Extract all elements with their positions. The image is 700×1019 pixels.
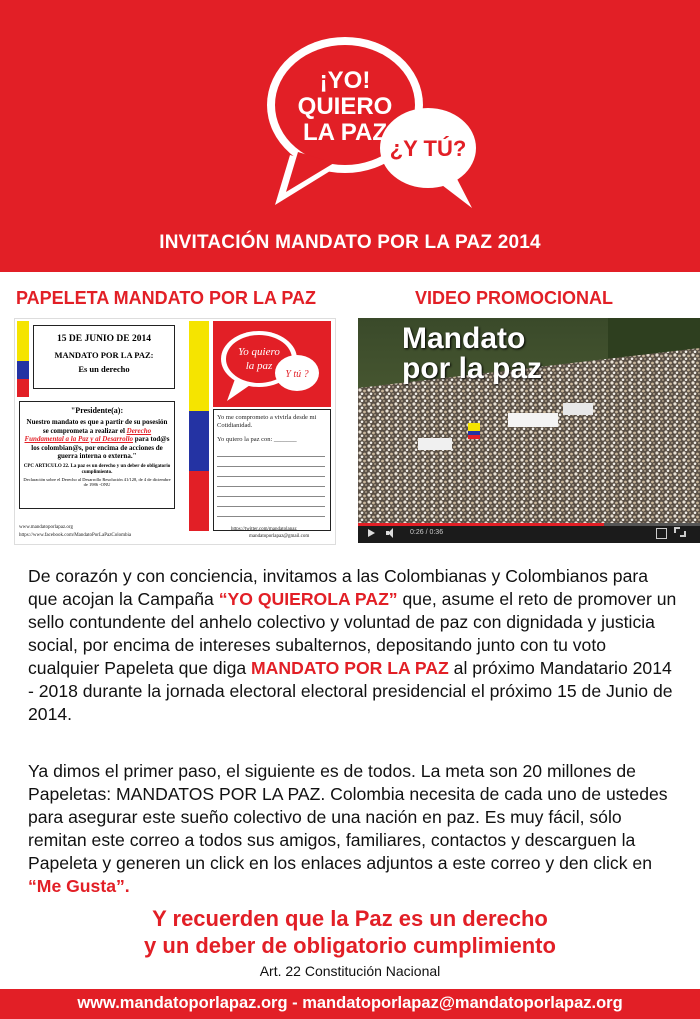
ballot-date: 15 DE JUNIO DE 2014 <box>57 334 151 344</box>
flag-blue <box>17 361 29 379</box>
mini-logo <box>213 321 331 407</box>
play-icon[interactable] <box>368 529 375 537</box>
papeleta-heading: PAPELETA MANDATO POR LA PAZ <box>16 288 316 308</box>
mini-logo-line-2: la paz <box>245 360 273 372</box>
ballot-commit-box <box>213 409 331 531</box>
video-progress-fill <box>358 523 604 526</box>
constitution-article: Art. 22 Constitución Nacional <box>259 963 441 979</box>
flag-red-2 <box>189 471 209 531</box>
settings-icon[interactable] <box>656 528 667 539</box>
flag-yellow-2 <box>189 321 209 411</box>
p1-text-a: De corazón y con conciencia, invitamos a las Colombianas y Colombianos para que acojan la Campaña <box>28 566 648 609</box>
yo-quiero-la-paz-logo <box>250 30 480 210</box>
closing-line-1: Y recuerden que la Paz es un derecho <box>152 906 548 931</box>
invitation-title: INVITACIÓN MANDATO POR LA PAZ 2014 <box>159 232 541 253</box>
video-progress-bar[interactable] <box>358 523 700 526</box>
video-heading: VIDEO PROMOCIONAL <box>415 288 614 308</box>
ballot-president: "Presidente(a): <box>70 406 124 415</box>
mandate-highlight: MANDATO POR LA PAZ <box>251 658 449 678</box>
p1-text-b: que, asume el reto de promover un sello contundente del anhelo colectivo y voluntad de paz con dignidada y justicia social, por encima de intereses subalternos, depositando junto con tu voto cualquier Papeleta que diga <box>28 589 677 678</box>
ballot-wish-text: Yo quiero la paz con: _______ <box>217 436 297 443</box>
campaign-name: “YO QUIEROLA PAZ” <box>218 589 398 609</box>
flag-red <box>17 379 29 397</box>
ballot-back <box>189 321 333 541</box>
flag-blue-2 <box>189 411 209 471</box>
invitation-paragraph-1 <box>28 565 678 726</box>
footer-banner <box>0 989 700 1019</box>
p2-text-a: Ya dimos el primer paso, el siguiente es de todos. La meta son 20 millones de Papeletas: MANDATOS POR LA PAZ. Colombia necesita de cada uno de ustedes para asegurar este sueño colectivo de una nación en paz. Es muy fácil, sólo remitan este correo a todos sus amigos, familiares, contactos y descarguen la Papeleta y generen un click en los enlaces adjuntos a este correo y den click en <box>28 761 668 873</box>
video-time: 0:26 / 0:36 <box>410 529 444 536</box>
invitation-paragraph-2 <box>28 760 678 898</box>
video-title-line-1: Mandato <box>402 322 526 355</box>
ballot-mandate-box <box>19 401 175 509</box>
ballot-right: Es un derecho <box>78 364 130 374</box>
footer-links[interactable]: www.mandatoporlapaz.org - mandatoporlapaz@mandatoporlapaz.org <box>77 994 623 1012</box>
ballot-date-box <box>33 325 175 389</box>
logo-line-2: QUIERO <box>297 93 393 120</box>
ballot-mandate: MANDATO POR LA PAZ: <box>54 350 154 360</box>
p1-text-c: al próximo Mandatario 2014 - 2018 durante la jornada electoral electoral presidencial el próximo 15 de Junio de 2014. <box>28 658 673 724</box>
closing-line-2: y un deber de obligatorio cumplimiento <box>144 933 556 958</box>
ballot-image[interactable] <box>14 318 336 545</box>
mini-logo-line-3: Y tú ? <box>285 369 309 380</box>
promo-video-player[interactable] <box>358 318 700 543</box>
ballot-mandate-link: Derecho Fundamental a la Paz y al Desarrollo <box>24 426 152 443</box>
ballot-commit-text: Yo me comprometo a vivirla desde mi Cotidianidad. <box>217 414 317 429</box>
volume-icon[interactable] <box>386 528 396 538</box>
ballot-front <box>17 321 179 541</box>
ballot-email: mandatoporlapaz@gmail.com <box>249 534 310 539</box>
video-title <box>402 324 542 384</box>
closing-message <box>0 905 700 959</box>
ballot-mandate-text-2: para tod@s los colombian@s, por encima de acciones de guerra interna o externa." <box>31 435 170 460</box>
ballot-web: www.mandatoporlapaz.org <box>19 525 74 530</box>
flag-yellow <box>17 321 29 361</box>
me-gusta-highlight: “Me Gusta”. <box>28 876 130 896</box>
mini-logo-line-1: Yo quiero <box>238 346 280 358</box>
ballot-mandate-text-1: Nuestro mandato es que a partir de su posesión se comprometa a realizar el <box>26 418 168 435</box>
ballot-twitter: https://twitter.com/mandatolapaz <box>231 527 297 532</box>
ballot-declaration: Declaración sobre el Derecho al Desarrollo Resolución 41/128, de 4 de diciembre de 1986 -ONU <box>23 476 171 487</box>
ballot-facebook: https://www.facebook.com/MandatoPorLaPazColombia <box>19 533 132 538</box>
header-banner <box>0 0 700 272</box>
logo-line-3: LA PAZ <box>303 119 387 146</box>
video-title-line-2: por la paz <box>402 352 543 385</box>
logo-line-1: ¡YO! <box>319 67 371 94</box>
logo-line-4: ¿Y TÚ? <box>389 136 467 161</box>
ballot-article: CPC ARTICULO 22. La paz es un derecho y un deber de obligatorio cumplimiento. <box>23 463 171 475</box>
fullscreen-icon[interactable] <box>674 527 686 537</box>
